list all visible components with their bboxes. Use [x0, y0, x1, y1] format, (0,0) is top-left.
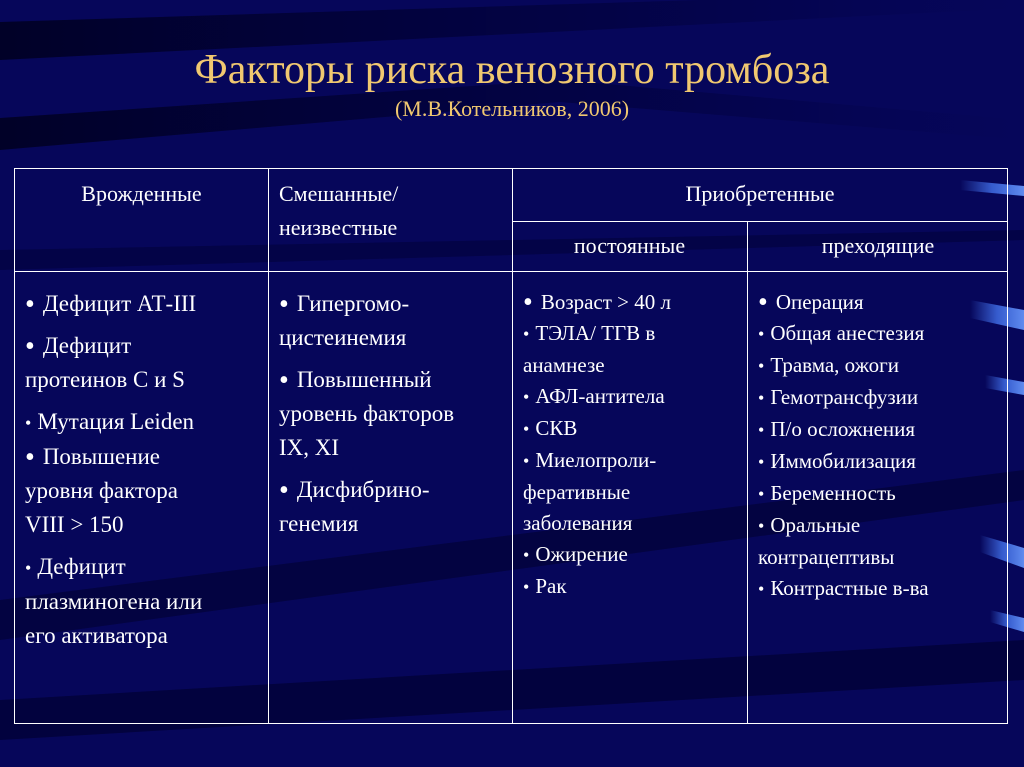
list-item-text: генемия [279, 511, 359, 536]
list-item-text: уровня фактора [25, 478, 178, 503]
bullet-icon: • [523, 387, 530, 407]
list-item [758, 510, 1004, 573]
list-item [279, 287, 507, 355]
column-congenital [25, 287, 261, 653]
list-item-text: феративные [523, 480, 631, 504]
page-subtitle: (М.В.Котельников, 2006) [394, 96, 630, 121]
bullet-icon: • [758, 516, 765, 536]
list-item-line [523, 287, 745, 318]
list-item-text: АФЛ-антитела [535, 384, 665, 408]
list-item-text: Мутация Leiden [37, 409, 195, 434]
list-item-line [523, 477, 745, 508]
list-item [25, 329, 261, 397]
list-item-line [758, 446, 1004, 478]
list-item-text: плазминогена или [25, 589, 203, 614]
bullet-icon: • [758, 324, 765, 344]
list-item-text: Гипергомо- [296, 291, 410, 316]
list-item-text: Травма, ожоги [770, 353, 899, 377]
bullet-icon: • [279, 475, 289, 506]
header-acquired-label: Приобретенные [685, 181, 835, 206]
list-item-line [523, 445, 745, 477]
list-item-line [279, 507, 507, 541]
list-item-text: анамнезе [523, 353, 605, 377]
bullet-icon: • [523, 545, 530, 565]
list-item-line [279, 287, 507, 321]
list-item-text: уровень факторов [279, 401, 455, 426]
bullet-icon: • [758, 420, 765, 440]
bullet-icon: • [758, 579, 765, 599]
list-item [25, 405, 261, 440]
list-item-text: Операция [775, 290, 864, 314]
list-item-line [279, 431, 507, 465]
bullet-icon: • [25, 331, 35, 362]
bullet-icon: • [279, 289, 289, 320]
list-item-text: СКВ [535, 416, 578, 440]
divider-col3 [747, 221, 748, 724]
list-item [523, 539, 745, 571]
list-item [25, 440, 261, 542]
list-item [523, 381, 745, 413]
list-item-text: Повышенный [296, 367, 432, 392]
list-item-text: заболевания [523, 511, 633, 535]
list-item [758, 318, 1004, 350]
list-item-text: Повышение [42, 444, 160, 469]
list-item-text: Возраст > 40 л [540, 290, 672, 314]
column-permanent [523, 287, 745, 603]
bullet-icon: • [25, 442, 35, 473]
bullet-icon: • [758, 484, 765, 504]
list-item-text: Дефицит [37, 554, 126, 579]
list-item-text: Гемотрансфузии [770, 385, 919, 409]
list-item-line [758, 478, 1004, 510]
list-item-text: Дисфибрино- [296, 477, 430, 502]
list-item-text: протеинов С и S [25, 367, 185, 392]
header-transient-label: преходящие [821, 233, 935, 258]
list-item-line [523, 318, 745, 350]
list-item [279, 473, 507, 541]
header-mixed-line1: Смешанные/ [279, 181, 399, 206]
header-mixed [279, 177, 509, 245]
risk-factors-table [14, 168, 1008, 724]
list-item-text: П/о осложнения [770, 417, 916, 441]
list-item-line [25, 474, 261, 508]
bullet-icon: • [758, 356, 765, 376]
column-mixed [279, 287, 507, 549]
list-item-text: ТЭЛА/ ТГВ в [535, 321, 656, 345]
list-item-line [279, 321, 507, 355]
list-item-text: Рак [535, 574, 567, 598]
list-item [523, 287, 745, 318]
divider-acquired-sub [512, 221, 1008, 222]
list-item-line [279, 363, 507, 397]
divider-col1 [268, 169, 269, 724]
bullet-icon: • [758, 388, 765, 408]
list-item-text: VIII > 150 [25, 512, 124, 537]
bullet-icon: • [523, 419, 530, 439]
list-item-text: Оральные [770, 513, 861, 537]
list-item-line [25, 363, 261, 397]
list-item-line [523, 350, 745, 381]
bullet-icon: • [523, 324, 530, 344]
list-item-line [758, 414, 1004, 446]
bullet-icon: • [523, 451, 530, 471]
list-item-text: Дефицит АТ-III [42, 291, 197, 316]
divider-header-body [15, 271, 1008, 272]
bullet-icon: • [523, 287, 533, 318]
list-item-line [758, 350, 1004, 382]
list-item [758, 478, 1004, 510]
bullet-icon: • [25, 413, 32, 433]
list-item-line [25, 508, 261, 542]
bullet-icon: • [25, 289, 35, 320]
header-acquired [512, 177, 1008, 211]
list-item [758, 287, 1004, 318]
list-item-line [25, 440, 261, 474]
bullet-icon: • [279, 365, 289, 396]
list-item-text: Беременность [770, 481, 896, 505]
list-item-line [523, 539, 745, 571]
header-transient [748, 229, 1008, 263]
header-permanent [512, 229, 747, 263]
list-item-text: IX, XI [279, 435, 340, 460]
list-item-line [758, 318, 1004, 350]
bullet-icon: • [25, 558, 32, 578]
list-item [758, 446, 1004, 478]
bullet-icon: • [758, 287, 768, 318]
list-item-line [758, 542, 1004, 573]
list-item-line [25, 405, 261, 440]
list-item-text: Контрастные в-ва [770, 576, 929, 600]
list-item-text: его активатора [25, 623, 168, 648]
list-item-line [758, 382, 1004, 414]
list-item-line [25, 329, 261, 363]
bullet-icon: • [523, 577, 530, 597]
list-item-text: Ожирение [535, 542, 628, 566]
list-item-line [25, 619, 261, 653]
list-item-text: Иммобилизация [770, 449, 916, 473]
page-title: Факторы риска венозного тромбоза [194, 47, 830, 93]
list-item-text: Дефицит [42, 333, 132, 358]
header-permanent-label: постоянные [573, 233, 686, 258]
list-item [523, 413, 745, 445]
header-mixed-line2: неизвестные [279, 215, 398, 240]
list-item-text: контрацептивы [758, 545, 895, 569]
list-item-line [25, 585, 261, 619]
list-item-line [523, 381, 745, 413]
list-item [25, 287, 261, 321]
list-item-line [25, 550, 261, 585]
list-item-line [758, 287, 1004, 318]
list-item [523, 445, 745, 539]
list-item [279, 363, 507, 465]
column-transient [758, 287, 1004, 605]
header-congenital [15, 177, 268, 211]
list-item [523, 571, 745, 603]
list-item-line [758, 510, 1004, 542]
list-item-text: Миелопроли- [535, 448, 657, 472]
list-item-line [523, 571, 745, 603]
list-item-line [279, 397, 507, 431]
list-item [758, 350, 1004, 382]
bullet-icon: • [758, 452, 765, 472]
list-item [523, 318, 745, 381]
list-item-line [523, 413, 745, 445]
header-congenital-label: Врожденные [81, 181, 202, 206]
list-item [758, 382, 1004, 414]
list-item [25, 550, 261, 653]
list-item-line [25, 287, 261, 321]
list-item-line [279, 473, 507, 507]
list-item [758, 573, 1004, 605]
list-item-text: цистеинемия [279, 325, 407, 350]
list-item-line [523, 508, 745, 539]
list-item-line [758, 573, 1004, 605]
list-item-text: Общая анестезия [770, 321, 925, 345]
list-item [758, 414, 1004, 446]
